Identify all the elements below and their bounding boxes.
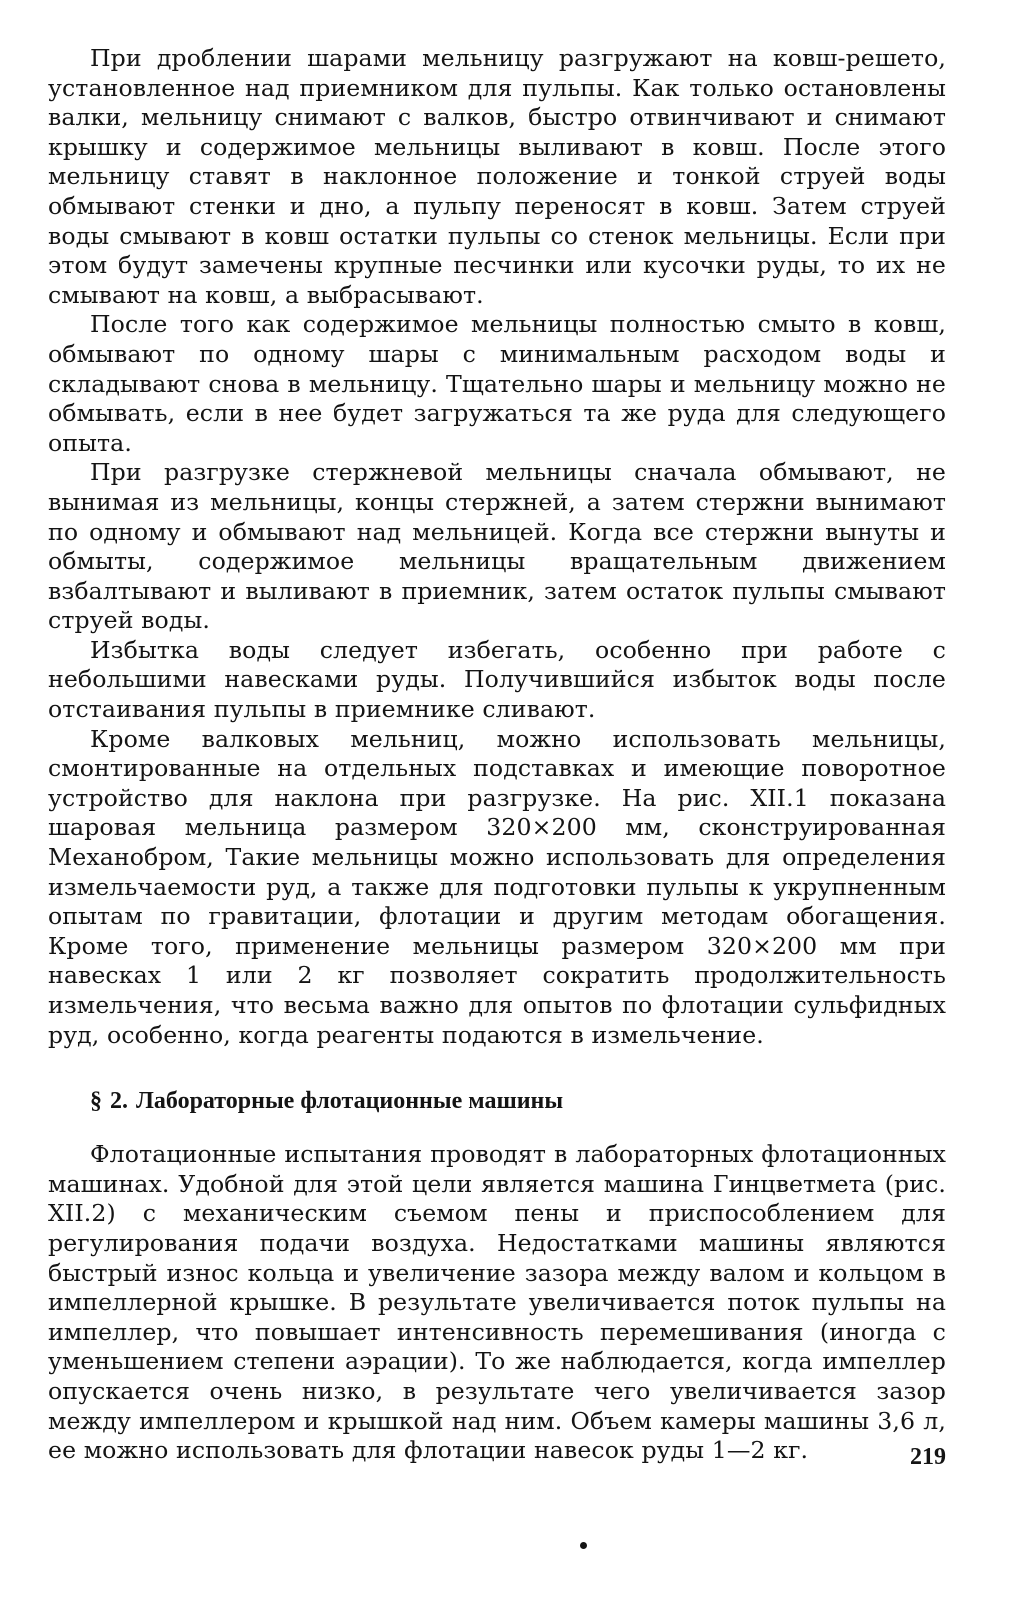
paragraph-balls-rinsing: После того как содержимое мельницы полностью смыто в ковш, обмывают по одному шары с минимальным расходом воды и складывают снова в мельницу. Тщательно шары и мельницу можно не обмывать, если в нее будет загружаться та же руда для следующего опыта. <box>48 310 946 457</box>
paragraph-flotation-machines: Флотационные испытания проводят в лабораторных флотационных машинах. Удобной для этой цели является машина Гинцветмета (рис. XII.2) с механическим съемом пены и приспособлением для регулирования подачи воздуха. Недостатками машины являются быстрый износ кольца и увеличение зазора между валом и кольцом в импеллерной крышке. В результате увеличивается поток пульпы на импеллер, что повышает интенсивность перемешивания (иногда с уменьшением степени аэрации). То же наблюдается, когда импеллер опускается очень низко, в результате чего увеличивается зазор между импеллером и крышкой над ним. Объем камеры машины 3,6 л, ее можно использовать для флотации навесок руды 1—2 кг. <box>48 1140 946 1465</box>
paragraph-excess-water: Избытка воды следует избегать, особенно при работе с небольшими навесками руды. Получившийся избыток воды после отстаивания пульпы в приемнике сливают. <box>48 635 946 724</box>
page-body <box>48 44 946 1466</box>
section-mark: § <box>90 1088 102 1115</box>
section-number: 2. <box>110 1088 128 1115</box>
section-heading <box>48 1086 946 1116</box>
print-speck <box>580 1542 587 1549</box>
paragraph-ball-mill-unloading: При дроблении шарами мельницу разгружают на ковш-решето, установленное над приемником для пульпы. Как только остановлены валки, мельницу снимают с валков, быстро отвинчивают и снимают крышку и содержимое мельницы выливают в ковш. После этого мельницу ставят в наклонное положение и тонкой струей воды обмывают стенки и дно, а пульпу переносят в ковш. Затем струей воды смывают в ковш остатки пульпы со стенок мельницы. Если при этом будут замечены крупные песчинки или кусочки руды, то их не смывают на ковш, а выбрасывают. <box>48 44 946 309</box>
paragraph-rod-mill-unloading: При разгрузке стержневой мельницы сначала обмывают, не вынимая из мельницы, концы стержней, а затем стержни вынимают по одному и обмывают над мельницей. Когда все стержни вынуты и обмыты, содержимое мельницы вращательным движением взбалтывают и выливают в приемник, затем остаток пульпы смывают струей воды. <box>48 458 946 635</box>
page-number: 219 <box>910 1444 946 1470</box>
section-title: Лабораторные флотационные машины <box>136 1088 564 1115</box>
paragraph-stand-mounted-mills: Кроме валковых мельниц, можно использовать мельницы, смонтированные на отдельных подставках и имеющие поворотное устройство для наклона при разгрузке. На рис. XII.1 показана шаровая мельница размером 320×200 мм, сконструированная Механобром, Такие мельницы можно использовать для определения измельчаемости руд, а также для подготовки пульпы к укрупненным опытам по гравитации, флотации и другим методам обогащения. Кроме того, применение мельницы размером 320×200 мм при навесках 1 или 2 кг позволяет сократить продолжительность измельчения, что весьма важно для опытов по флотации сульфидных руд, особенно, когда реагенты подаются в измельчение. <box>48 724 946 1049</box>
